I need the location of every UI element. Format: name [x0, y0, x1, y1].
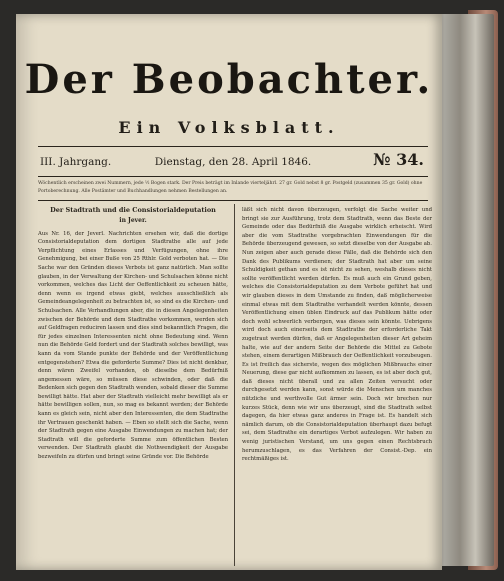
issue-number: № 34. — [373, 150, 424, 169]
issue-date: Dienstag, den 28. April 1846. — [154, 156, 312, 168]
masthead-subtitle: Ein Volksblatt. — [118, 118, 340, 137]
info-rule — [38, 176, 428, 177]
issue-info-bar — [38, 148, 428, 174]
column-divider — [234, 204, 235, 566]
newspaper-page — [16, 14, 442, 570]
volume-label: III. Jahrgang. — [40, 156, 112, 168]
article-headline-place: in Jever. — [119, 217, 147, 224]
masthead-title: Der Beobachter. — [24, 56, 434, 103]
article-headline: Der Stadtrath und die Consistorialdeputation — [50, 206, 216, 214]
notice-rule — [38, 200, 428, 201]
subscription-notice: Wöchentlich erscheinen zwei Nummern, jede ½ Bogen stark. Der Preis beträgt im Inlande vierteljährl. 27 gr. Gold nebst 8 gr. Postgeld (zusammen 35 gr. Gold) ohne Portoberechnung. Alle Postämter und Buchhandlungen nehmen Bestellungen an. — [38, 181, 423, 194]
article-column-right — [242, 206, 432, 464]
top-rule — [38, 146, 428, 147]
article-text-right: läßt sich nicht davon überzeugen, verfolgt die Sache weiter und bringt sie zur Ausführung, trotz dem Stadtrath, wenn das Beste der Gemeinde oder das Bedürfniß die Ausgabe wirklich erheischt. Wird aber die vom Stadtrathe vorgebrachten Einwendungen für die Behörde überzeugend gewesen, so setzt dieselbe von der Ausgabe ab. Nun zeigen aber auch gerade diese Fälle, daß die Behörde sich den Dank des Publikums verdienen; der Stadtrath hat aber um seine Schuldigkeit gethan und es ist nicht zu sehen, weshalb dieses nicht sollte veröffentlicht werden dürfen. Es muß auch ein Grund geben, welches die Consistorialdeputation zu dem Verbote geführt hat und wir glauben dieses in dem Umstande zu finden, daß möglicherweise einmal etwas mit dem Stadtrathe verhandelt werden könnte, dessen Veröffentlichung einen üblen Eindruck auf das Publikum hätte oder doch wohl schwerlich verbergen, was dieses sein könnte. Uebrigens wird doch auch einerseits dem Stadtrathe der erforderliche Takt zugetraut werden dürfen, daß er Angelegenheiten dieser Art geheim halte, wie auf der andern Seite der Behörde die Mittel zu Gebote stehen, einem derartigen Mißbrauch der Oeffentlichkeit vorzubeugen. Es ist freilich das sicherste, wegen des möglichen Mißbrauchs einer Neuerung, diese gar nicht aufkommen zu lassen, es ist aber doch gut, daß dieses nicht überall und zu allen Zeiten versucht oder durchgesetzt werden kann, sonst würde die Menschen um manches nützliche und werthvolle Gut ärmer sein. Doch wir brechen nur kurzes Stück, denn wie wir uns überzeugt, sind die Stadtrath selbst dagegen, da hier etwas ganz anderes in Frage ist. Es handelt sich nämlich darum, ob die Consistorialdeputation überhaupt dazu befugt sei, dem Stadtrathe ein derartiges Verbot aufzulegen. Wir haben zu wenig juristischen Verstand, um uns gegen einen Rechtsbruch herumzuschlagen, es das Verfahren der Consist.-Dep. ein rechtmäßiges ist. — [242, 207, 432, 463]
article-text-left: Aus Nr. 16, der Jeverl. Nachrichten ersehen wir, daß die dortige Consistorialdeputation dem dortigen Stadtrathe alle auf jede Verpflichtung eines Erlasses und Verfügungen, ohne ihre Genehmigung, bei einer Buße von 25 Rthlr. Gold verboten hat. — Die Sache war den Gründen dieses Verbots ist ganz natürlich. Man sollte glauben, in der Verwaltung der Kirchen- und Schulsachen könne nicht vorkommen, welches das Licht der Oeffentlichkeit zu scheuen hätte, denn wenn es irgend etwas giebt, welches ausschließlich als Gemeindeangelegenheit zu betrachten ist, so sind es die Kirchen- und Schulsachen. Alle Verhandlungen aber, die in diesen Angelegenheiten zwischen der Behörde und dem Stadtrathe vorkommen, werden sich auf Geldfragen reduciren lassen und dies sind bekanntlich Fragen, die für jedes einzelnen Interessenten nicht ohne Bedeutung sind. Wenn nun die Behörde Geld fordert und der Stadtrath solches bewilligt, was kann da vom Stande punkte der Behörde und der Veröffentlichung entgegenstehen? Etwa die geforderte Summe? Dies ist nicht denkbar, denn wären Zweifel vorhanden, ob dieselbe dem Bedürfniß angemessen wäre, so müssen diese schwinden, oder daß die Bedenken sich gegen den Stadtrath wenden, sobald dieser die Summe bewilligt hätte. Hat aber der Stadtrath vielleicht mehr bewilligt als er hätte bewilligen sollen, nun, so mag es bekannt werden; der Behörde kann es gleich sein, nicht aber den Interessenten, die dem Stadtrathe ihr Vertrauen geschenkt haben. — Eben so stellt sich die Sache, wenn der Stadtrath gegen eine Ausgabe Einwendungen zu machen hat; der Stadtrath will die geforderte Summe zum öffentlichen Besten verwenden. Der Stadtrath glaubt die Nothwendigkeit der Ausgabe bezweifeln zu dürfen und bringt seine Gründe vor. Die Behörde — [38, 230, 229, 461]
article-column-left — [38, 206, 228, 462]
